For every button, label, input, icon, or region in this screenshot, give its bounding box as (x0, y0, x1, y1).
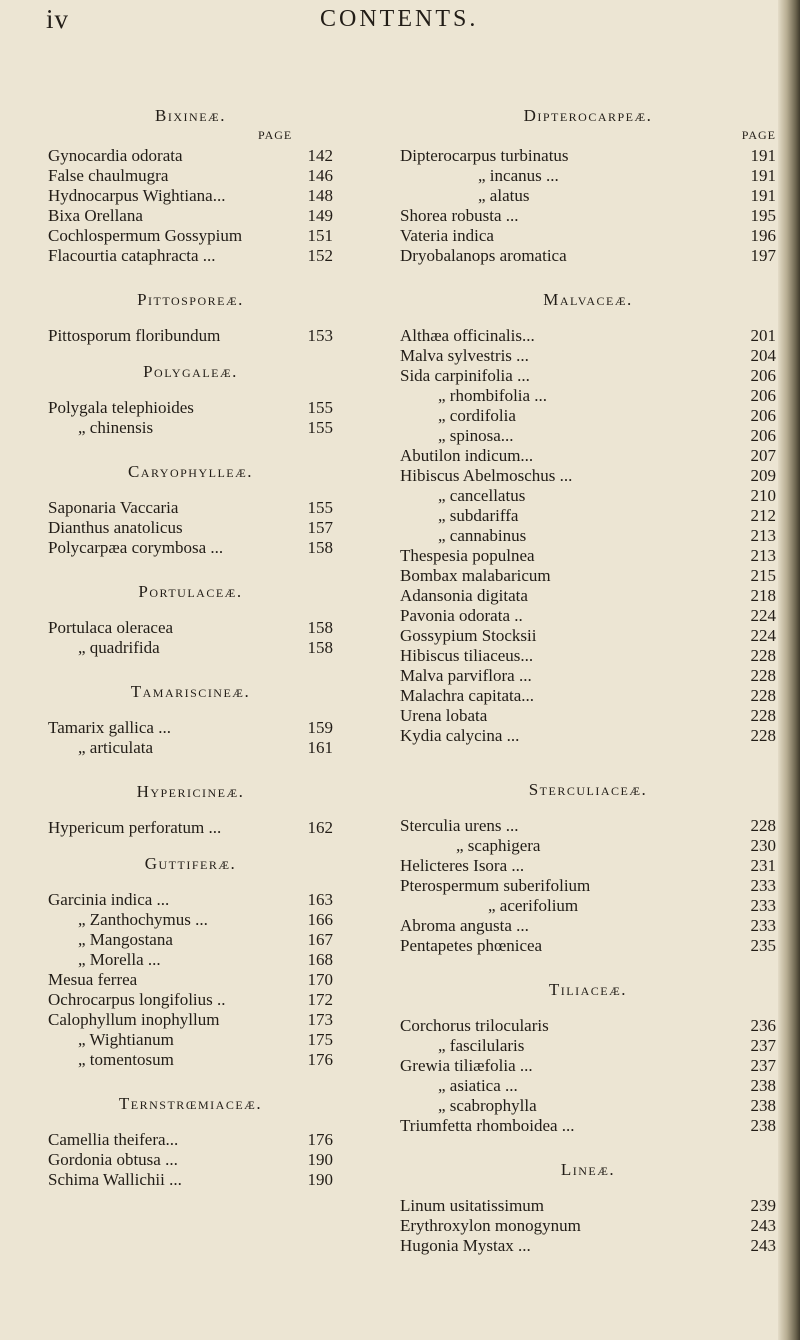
contents-entry: Pittosporum floribundum 153 (48, 326, 333, 345)
family-heading: Guttiferæ. (144, 854, 237, 873)
contents-entry: Malva sylvestris ... 204 (400, 346, 776, 365)
contents-entry: „ quadrifida 158 (78, 638, 333, 657)
contents-entry: „ rhombifolia ... 206 (438, 386, 776, 405)
contents-entry: Hugonia Mystax ... 243 (400, 1236, 776, 1255)
family-heading: Bixineæ. (155, 106, 226, 125)
family-heading: Portulaceæ. (138, 582, 243, 601)
contents-entry: Adansonia digitata 218 (400, 586, 776, 605)
contents-entry: Bombax malabaricum 215 (400, 566, 776, 585)
contents-entry: Hibiscus tiliaceus... 228 (400, 646, 776, 665)
contents-entry: Calophyllum inophyllum 173 (48, 1010, 333, 1029)
contents-entry: Polygala telephioides 155 (48, 398, 333, 417)
page-column-heading: PAGE (741, 128, 776, 142)
contents-entry: Hypericum perforatum ... 162 (48, 818, 333, 837)
contents-entry: Shorea robusta ... 195 (400, 206, 776, 225)
page-edge-shadow (778, 0, 800, 1340)
contents-entry: „ cordifolia 206 (438, 406, 776, 425)
family-heading: Ternstrœmiaceæ. (118, 1094, 263, 1113)
contents-entry: Dipterocarpus turbinatus 191 (400, 146, 776, 165)
family-heading: Polygaleæ. (143, 362, 238, 381)
page-number: iv (46, 4, 70, 34)
family-heading: Dipterocarpeæ. (523, 106, 653, 125)
family-heading: Hypericineæ. (136, 782, 245, 801)
contents-entry: Malva parviflora ... 228 (400, 666, 776, 685)
page-column-heading: PAGE (258, 128, 293, 142)
contents-entry: Althæa officinalis... 201 (400, 326, 776, 345)
family-heading: Sterculiaceæ. (528, 780, 648, 799)
contents-entry: Grewia tiliæfolia ... 237 (400, 1056, 776, 1075)
contents-entry: Pavonia odorata .. 224 (400, 606, 776, 625)
family-heading: Tiliaceæ. (548, 980, 628, 999)
contents-entry: „ chinensis 155 (78, 418, 333, 437)
contents-entry: Gynocardia odorata 142 (48, 146, 333, 165)
contents-entry: Hibiscus Abelmoschus ... 209 (400, 466, 776, 485)
contents-entry: Ochrocarpus longifolius .. 172 (48, 990, 333, 1009)
contents-entry: „ fascilularis 237 (438, 1036, 776, 1055)
contents-entry: Gossypium Stocksii 224 (400, 626, 776, 645)
contents-entry: „ articulata 161 (78, 738, 333, 757)
contents-entry: Flacourtia cataphracta ... 152 (48, 246, 333, 265)
contents-entry: Abroma angusta ... 233 (400, 916, 776, 935)
contents-entry: Portulaca oleracea 158 (48, 618, 333, 637)
contents-entry: Garcinia indica ... 163 (48, 890, 333, 909)
contents-entry: „ cancellatus 210 (438, 486, 776, 505)
contents-entry: Sterculia urens ... 228 (400, 816, 776, 835)
running-header (0, 4, 780, 40)
contents-entry: Pterospermum suberifolium 233 (400, 876, 776, 895)
contents-entry: „ scabrophylla 238 (438, 1096, 776, 1115)
contents-entry: „ scaphigera 230 (456, 836, 776, 855)
contents-entry: Erythroxylon monogynum 243 (400, 1216, 776, 1235)
contents-entry: False chaulmugra 146 (48, 166, 333, 185)
running-title: CONTENTS. (320, 6, 479, 32)
contents-entry: Triumfetta rhomboidea ... 238 (400, 1116, 776, 1135)
contents-entry: „ alatus 191 (478, 186, 776, 205)
contents-entry: „ spinosa... 206 (438, 426, 776, 445)
contents-entry: Schima Wallichii ... 190 (48, 1170, 333, 1189)
family-heading: Caryophylleæ. (127, 462, 254, 481)
contents-entry: Kydia calycina ... 228 (400, 726, 776, 745)
contents-entry: „ Mangostana 167 (78, 930, 333, 949)
contents-column-right (400, 104, 776, 1256)
contents-entry: Malachra capitata... 228 (400, 686, 776, 705)
contents-entry: „ cannabinus 213 (438, 526, 776, 545)
family-heading: Pittosporeæ. (137, 290, 244, 309)
contents-entry: Pentapetes phœnicea 235 (400, 936, 776, 955)
contents-entry: Hydnocarpus Wightiana... 148 (48, 186, 333, 205)
contents-entry: „ subdariffa 212 (438, 506, 776, 525)
family-heading: Tamariscineæ. (130, 682, 251, 701)
contents-entry: „ tomentosum 176 (78, 1050, 333, 1069)
contents-entry: Helicteres Isora ... 231 (400, 856, 776, 875)
contents-entry: Tamarix gallica ... 159 (48, 718, 333, 737)
contents-entry: Cochlospermum Gossypium 151 (48, 226, 333, 245)
contents-entry: Vateria indica 196 (400, 226, 776, 245)
contents-entry: „ acerifolium 233 (488, 896, 776, 915)
contents-entry: „ Wightianum 175 (78, 1030, 333, 1049)
contents-entry: Camellia theifera... 176 (48, 1130, 333, 1149)
contents-entry: „ incanus ... 191 (478, 166, 776, 185)
contents-entry: Thespesia populnea 213 (400, 546, 776, 565)
contents-entry: Corchorus trilocularis 236 (400, 1016, 776, 1035)
family-heading: Malvaceæ. (543, 290, 633, 309)
contents-entry: „ Zanthochymus ... 166 (78, 910, 333, 929)
family-heading: Lineæ. (560, 1160, 616, 1179)
contents-entry: „ asiatica ... 238 (438, 1076, 776, 1095)
contents-entry: Abutilon indicum... 207 (400, 446, 776, 465)
contents-entry: Gordonia obtusa ... 190 (48, 1150, 333, 1169)
contents-entry: Mesua ferrea 170 (48, 970, 333, 989)
contents-entry: Sida carpinifolia ... 206 (400, 366, 776, 385)
contents-entry: Polycarpæa corymbosa ... 158 (48, 538, 333, 557)
contents-entry: Dryobalanops aromatica 197 (400, 246, 776, 265)
contents-entry: Linum usitatissimum 239 (400, 1196, 776, 1215)
contents-entry: Saponaria Vaccaria 155 (48, 498, 333, 517)
contents-entry: „ Morella ... 168 (78, 950, 333, 969)
contents-entry: Bixa Orellana 149 (48, 206, 333, 225)
contents-entry: Urena lobata 228 (400, 706, 776, 725)
contents-column-left (48, 104, 333, 1190)
contents-entry: Dianthus anatolicus 157 (48, 518, 333, 537)
